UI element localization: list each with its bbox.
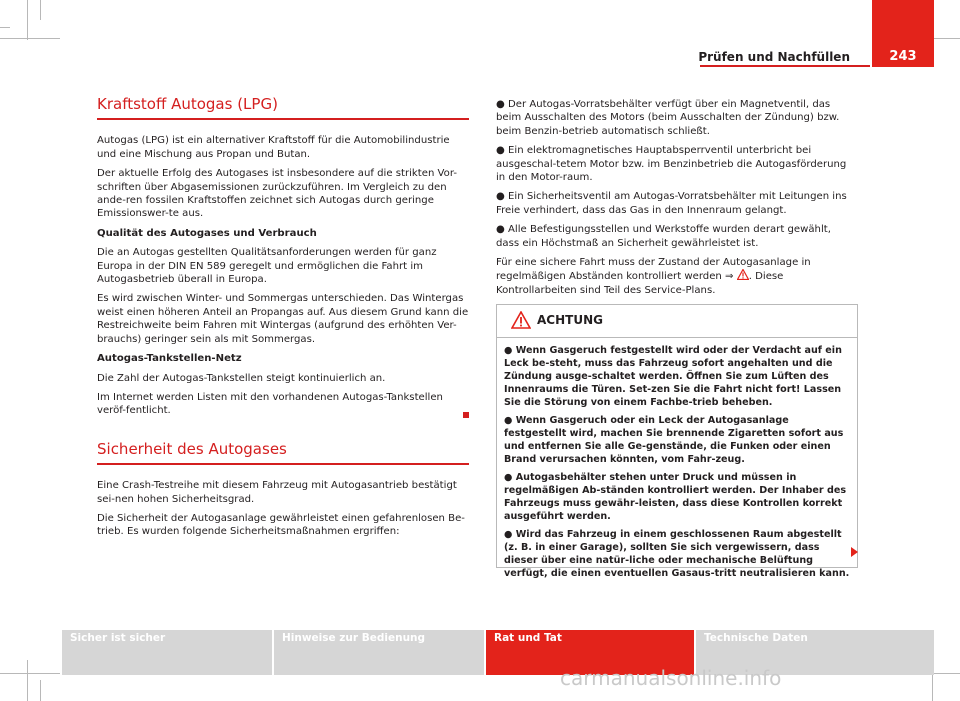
crop-mark (0, 27, 10, 28)
paragraph: Die Zahl der Autogas-Tankstellen steigt kontinuierlich an. (97, 372, 386, 384)
section-heading-autogas: Kraftstoff Autogas (LPG) (97, 98, 469, 120)
paragraph-inspection: Für eine sichere Fahrt muss der Zustand der Autogasanlage in regelmäßigen Abständen kontrolliert werden ⇒ . Diese Kontrollarbeiten sind Teil des Service-Plans. (496, 257, 811, 296)
bullet-dot-icon: ● (504, 472, 513, 483)
paragraph: Die Sicherheit der Autogasanlage gewährleistet einen gefahrenlosen Be-trieb. Es wurden folgende Sicherheitsmaßnahmen ergriffen: (97, 512, 465, 538)
crop-mark (40, 0, 41, 20)
page-number-tab (872, 0, 934, 67)
bullet-dot-icon: ● (496, 145, 505, 157)
bullet-dot-icon: ● (504, 415, 513, 426)
bullet-dot-icon: ● (504, 529, 513, 540)
continue-arrow-icon (851, 547, 858, 557)
section-heading-safety: Sicherheit des Autogases (97, 443, 469, 465)
crop-mark (27, 0, 28, 40)
warning-body (497, 338, 857, 580)
crop-mark (40, 680, 41, 701)
subheading-quality: Qualität des Autogases und Verbrauch (97, 227, 317, 239)
right-column (496, 98, 856, 303)
nav-tab-hinweise[interactable]: Hinweise zur Bedienung (274, 630, 484, 675)
nav-tab-technische-daten[interactable]: Technische Daten (696, 630, 934, 675)
bullet-dot-icon: ● (496, 191, 505, 203)
paragraph: Eine Crash-Testreihe mit diesem Fahrzeug mit Autogasantrieb bestätigt sei-nen hohen Sicherheitsgrad. (97, 480, 457, 505)
left-column (97, 95, 469, 545)
crop-mark (27, 660, 28, 701)
warning-item: ● Autogasbehälter stehen unter Druck und müssen in regelmäßigen Ab-ständen kontrolliert werden. Der Inhaber des Fahrzeugs muss gewähr-leisten, dass diese Kontrollen korrekt ausgeführt werden. (504, 472, 847, 522)
warning-item: ● Wenn Gasgeruch oder ein Leck der Autogasanlage festgestellt wird, machen Sie brennende Zigaretten sofort aus und entfernen Sie alle Ge-genstände, die Funken oder einen Brand verursachen könnten, vom Fahr-zeug. (504, 415, 844, 465)
bullet-dot-icon: ● (496, 224, 505, 236)
warning-title: ACHTUNG (537, 313, 603, 327)
header-rule (700, 65, 870, 67)
bullet-item: ● Der Autogas-Vorratsbehälter verfügt über ein Magnetventil, das beim Ausschalten des Motors (beim Ausschalten der Zündung) bzw. beim Benzin-betrieb automatisch schließt. (496, 99, 840, 137)
warning-item: ● Wird das Fahrzeug in einem geschlossenen Raum abgestellt (z. B. in einer Garage), sollten Sie sich vergewissern, dass dieser über eine natür-liche oder mechanische Belüftung verfügt, die einen eventuellen Gasaus-tritt neutralisieren kann. (504, 529, 850, 579)
watermark: carmanualsonline.info (560, 666, 782, 690)
section-end-marker (463, 412, 469, 418)
bullet-item: ● Alle Befestigungsstellen und Werkstoffe wurden derart gewählt, dass ein Höchstmaß an Sicherheit gewährleistet ist. (496, 224, 831, 249)
running-header-title: Prüfen und Nachfüllen (698, 50, 850, 64)
paragraph: Im Internet werden Listen mit den vorhandenen Autogas-Tankstellen veröf-fentlicht. (97, 391, 443, 417)
nav-tab-rat-und-tat[interactable]: Rat und Tat (486, 630, 694, 675)
subheading-network: Autogas-Tankstellen-Netz (97, 353, 242, 365)
bullet-dot-icon: ● (496, 99, 505, 110)
paragraph: Die an Autogas gestellten Qualitätsanforderungen werden für ganz Europa in der DIN EN 589 geregelt und ermöglichen die Fahrt im Autogasbetrieb überall in Europa. (97, 247, 437, 286)
crop-mark (0, 673, 60, 674)
warning-box (496, 304, 858, 579)
warning-item: ● Wenn Gasgeruch festgestellt wird oder der Verdacht auf ein Leck be-steht, muss das Fahrzeug sofort angehalten und die Zündung ausge-schaltet werden. Öffnen Sie zum Lüften des Innenraums die Türen. Set-zen Sie die Fahrt nicht fort! Lassen Sie die Störung von einem Fachbe-trieb beheben. (504, 345, 842, 408)
paragraph: Es wird zwischen Winter- und Sommergas unterschieden. Das Wintergas weist einen höheren Anteil an Propangas auf. Aus diesem Grund kann die Restreichweite beim Fahren mit Wintergas (aufgrund des erhöhten Ver-brauchs) geringer sein als mit Sommergas. (97, 293, 469, 345)
bullet-item: ● Ein elektromagnetisches Hauptabsperrventil unterbricht bei ausgeschal-tetem Motor bzw. im Benzinbetrieb die Autogasförderung in den Motor-raum. (496, 145, 847, 184)
bullet-dot-icon: ● (504, 345, 513, 356)
warning-header (497, 305, 857, 338)
warning-triangle-icon[interactable] (737, 269, 749, 280)
bullet-item: ● Ein Sicherheitsventil am Autogas-Vorratsbehälter mit Leitungen ins Freie verhindert, dass das Gas in den Innenraum gelangt. (496, 191, 847, 216)
paragraph: Autogas (LPG) ist ein alternativer Kraftstoff für die Automobilindustrie und eine Mischung aus Propan und Butan. (97, 135, 450, 160)
nav-tab-sicher[interactable]: Sicher ist sicher (62, 630, 272, 675)
page-number: 243 (889, 49, 917, 64)
crop-mark (0, 38, 60, 39)
paragraph: Der aktuelle Erfolg des Autogases ist insbesondere auf die strikten Vor-schriften über Abgasemissionen zurückzuführen. Im Vergleich zu den ande-ren fossilen Kraftstoffen zeichnet sich Autogas durch geringe Emissionswer-te aus. (97, 168, 457, 220)
warning-triangle-icon (511, 311, 531, 329)
